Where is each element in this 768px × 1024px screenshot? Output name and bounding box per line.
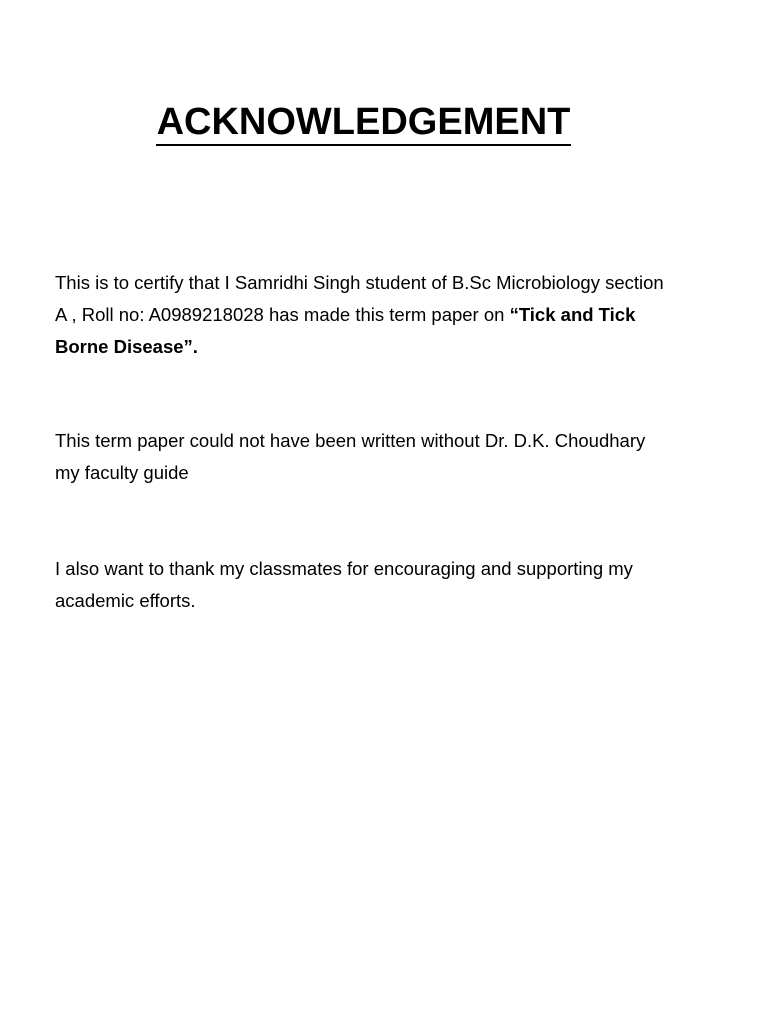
certification-paragraph: [55, 267, 670, 363]
faculty-guide-paragraph: This term paper could not have been written without Dr. D.K. Choudhary my faculty guide: [55, 430, 646, 483]
page-title: [0, 97, 727, 147]
certification-text: This is to certify that I Samridhi Singh student of B.Sc Microbiology section A , Roll no: A0989218028 has made this term paper on: [55, 272, 664, 325]
classmates-thanks-paragraph: I also want to thank my classmates for encouraging and supporting my academic efforts.: [55, 558, 633, 611]
page-title-text: ACKNOWLEDGEMENT: [156, 100, 572, 146]
term-paper-title: “Tick and Tick Borne Disease”.: [55, 304, 636, 357]
